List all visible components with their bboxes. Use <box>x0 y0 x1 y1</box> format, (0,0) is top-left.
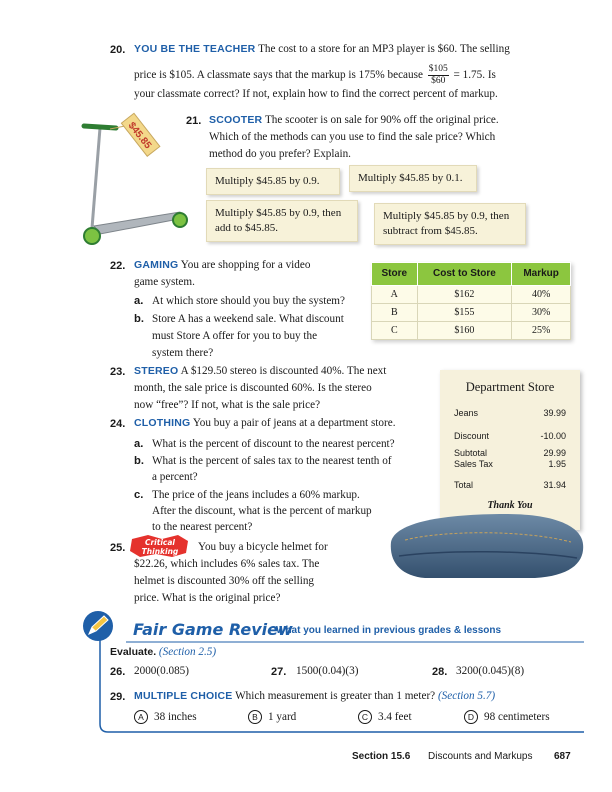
fraction <box>428 64 449 87</box>
table-cell: $160 <box>417 322 512 340</box>
badge-text-line: Thinking <box>141 547 179 556</box>
method-text: Multiply $45.85 by 0.9, then <box>215 207 342 219</box>
fraction-denominator: $60 <box>431 75 446 86</box>
text-line: helmet is discounted 30% off the selling <box>134 575 315 587</box>
method-card <box>206 168 340 195</box>
scooter-rear-wheel <box>173 213 187 227</box>
text-line: You are shopping for a video <box>180 259 311 271</box>
fgr-title: Fair Game Review <box>133 620 293 639</box>
exercise-number: 26. <box>110 666 126 678</box>
price-tag-label: $45.85 <box>125 120 154 152</box>
exercise-number: 29. <box>110 691 126 703</box>
price-tag <box>121 113 159 156</box>
receipt-title: Department Store <box>465 380 555 394</box>
scooter-front-wheel <box>84 228 100 244</box>
fraction-numerator: $105 <box>428 64 448 74</box>
table-cell: $155 <box>417 304 512 322</box>
table-header-row <box>372 263 571 286</box>
sub-label: b. <box>134 455 144 467</box>
choice-letter: C <box>358 710 372 724</box>
sub-text: system there? <box>152 347 214 359</box>
receipt-label: Jeans <box>454 408 479 418</box>
scooter-deck <box>94 212 184 234</box>
sub-text: a percent? <box>152 471 198 483</box>
text-line: You buy a pair of jeans at a department store. <box>192 417 396 429</box>
table-cell: C <box>372 322 418 340</box>
exercise-text <box>134 64 574 87</box>
sub-text: must Store A offer for you to buy the <box>152 330 318 342</box>
text-line: A $129.50 stereo is discounted 40%. The next <box>180 365 387 377</box>
exercise-keyword: STEREO <box>134 365 179 377</box>
expression: 3200(0.045)(8) <box>456 665 525 677</box>
text-line: price. What is the original price? <box>134 592 281 604</box>
scooter-illustration <box>70 108 200 250</box>
receipt-value: 1.95 <box>548 459 566 469</box>
sub-text: After the discount, what is the percent of markup <box>152 505 372 517</box>
sub-question-a <box>134 293 345 311</box>
receipt-label: Sales Tax <box>454 459 493 469</box>
text-line: You buy a bicycle helmet for <box>198 541 328 553</box>
text-line: = 1.75. Is <box>453 69 496 81</box>
method-text: add to $45.85. <box>215 221 278 234</box>
method-text: Multiply $45.85 by 0.1. <box>358 172 463 184</box>
sub-question-b <box>134 311 344 329</box>
exercise-text <box>134 257 364 275</box>
choice-text: 1 yard <box>268 711 297 723</box>
table-row <box>372 322 571 340</box>
text-line: The scooter is on sale for 90% off the original price. <box>264 114 499 126</box>
choice-a <box>134 709 197 727</box>
exercise-keyword: CLOTHING <box>134 417 191 429</box>
text-line: month, the sale price is discounted 60%. Is the stereo <box>134 382 372 394</box>
sub-label: a. <box>134 295 144 307</box>
text-line: $22.26, which includes 6% sales tax. The <box>134 558 320 570</box>
exercise-number: 28. <box>432 666 448 678</box>
text-line: Which of the methods can you use to find the sale price? Which <box>209 131 496 143</box>
text-line: price is $105. A classmate says that the markup is 175% because <box>134 69 423 81</box>
choice-text: 3.4 feet <box>378 711 412 723</box>
text-line: method do you prefer? Explain. <box>209 148 351 160</box>
sub-question-a <box>134 436 395 454</box>
exercise-text <box>134 363 444 381</box>
exercise-number: 22. <box>110 260 126 272</box>
sub-text: At which store should you buy the system? <box>152 295 345 307</box>
text-line: game system. <box>134 276 195 288</box>
method-text: Multiply $45.85 by 0.9, then <box>383 210 510 222</box>
section-reference: (Section 2.5) <box>158 646 217 658</box>
text-line: your classmate correct? If not, explain how to find the correct percent of markup. <box>134 88 498 100</box>
table-cell: 40% <box>512 286 571 304</box>
exercise-number: 21. <box>186 115 202 127</box>
exercise-keyword: SCOOTER <box>209 114 263 126</box>
exercise-number: 20. <box>110 44 126 56</box>
receipt-label: Discount <box>454 431 490 441</box>
expression: 2000(0.085) <box>134 665 189 677</box>
exercise-text <box>134 41 574 59</box>
receipt-thanks: Thank You <box>487 500 533 511</box>
footer-title: Discounts and Markups <box>428 751 533 762</box>
sub-text: The price of the jeans includes a 60% markup. <box>152 489 360 501</box>
table-header: Markup <box>512 263 571 286</box>
choice-letter: B <box>248 710 262 724</box>
sub-text: to the nearest percent? <box>152 521 253 533</box>
exercise-number: 24. <box>110 418 126 430</box>
receipt-label: Total <box>454 480 474 490</box>
choice-c <box>358 709 412 727</box>
receipt-value: 39.99 <box>543 408 566 418</box>
method-card <box>206 200 358 242</box>
sub-text: Store A has a weekend sale. What discount <box>152 313 344 325</box>
choice-b <box>248 709 296 727</box>
exercise-keyword: GAMING <box>134 259 179 271</box>
method-text: Multiply $45.85 by 0.9. <box>215 175 320 187</box>
exercise-number: 25. <box>110 542 126 554</box>
method-card <box>374 203 526 245</box>
receipt-value: 31.94 <box>543 480 566 490</box>
receipt-value: 29.99 <box>543 448 566 458</box>
table-cell: 25% <box>512 322 571 340</box>
exercise-number: 23. <box>110 366 126 378</box>
text-line: now “free”? If not, what is the sale price? <box>134 399 321 411</box>
expression: 1500(0.04)(3) <box>296 665 359 677</box>
choice-text: 38 inches <box>154 711 197 723</box>
receipt-label: Subtotal <box>454 448 488 458</box>
sub-label: a. <box>134 438 144 450</box>
footer-section: Section 15.6 <box>352 751 411 762</box>
sub-text: What is the percent of discount to the nearest percent? <box>152 438 395 450</box>
fgr-subtitle: What you learned in previous grades & lessons <box>276 625 502 636</box>
table-row <box>372 286 571 304</box>
page-number: 687 <box>554 751 571 762</box>
scooter-stem <box>92 128 100 228</box>
choice-d <box>464 709 550 727</box>
receipt-value: -10.00 <box>540 431 566 441</box>
exercise-text <box>134 688 574 706</box>
exercise-number: 27. <box>271 666 287 678</box>
evaluate-label: Evaluate. <box>110 646 157 658</box>
sub-label: c. <box>134 489 144 501</box>
method-card <box>349 165 477 192</box>
text-line: Which measurement is greater than 1 meter? <box>235 690 436 702</box>
exercise-text <box>209 112 579 130</box>
table-cell: A <box>372 286 418 304</box>
choice-letter: A <box>134 710 148 724</box>
evaluate-heading <box>110 644 216 662</box>
sub-label: b. <box>134 313 144 325</box>
choice-letter: D <box>464 710 478 724</box>
exercise-text <box>134 415 444 433</box>
table-cell: B <box>372 304 418 322</box>
scooter-handlebar <box>84 126 116 128</box>
table-cell: 30% <box>512 304 571 322</box>
text-line: The cost to a store for an MP3 player is $60. The selling <box>258 43 510 55</box>
sub-text: What is the percent of sales tax to the nearest tenth of <box>152 455 392 467</box>
badge-text-line: Critical <box>144 538 176 547</box>
table-header: Store <box>372 263 418 286</box>
exercise-keyword: YOU BE THE TEACHER <box>134 43 256 55</box>
method-text: subtract from $45.85. <box>383 224 478 237</box>
store-markup-table <box>371 262 571 340</box>
exercise-keyword: MULTIPLE CHOICE <box>134 690 233 702</box>
section-reference: (Section 5.7) <box>437 690 496 702</box>
table-row <box>372 304 571 322</box>
choice-text: 98 centimeters <box>484 711 550 723</box>
table-cell: $162 <box>417 286 512 304</box>
table-header: Cost to Store <box>417 263 512 286</box>
